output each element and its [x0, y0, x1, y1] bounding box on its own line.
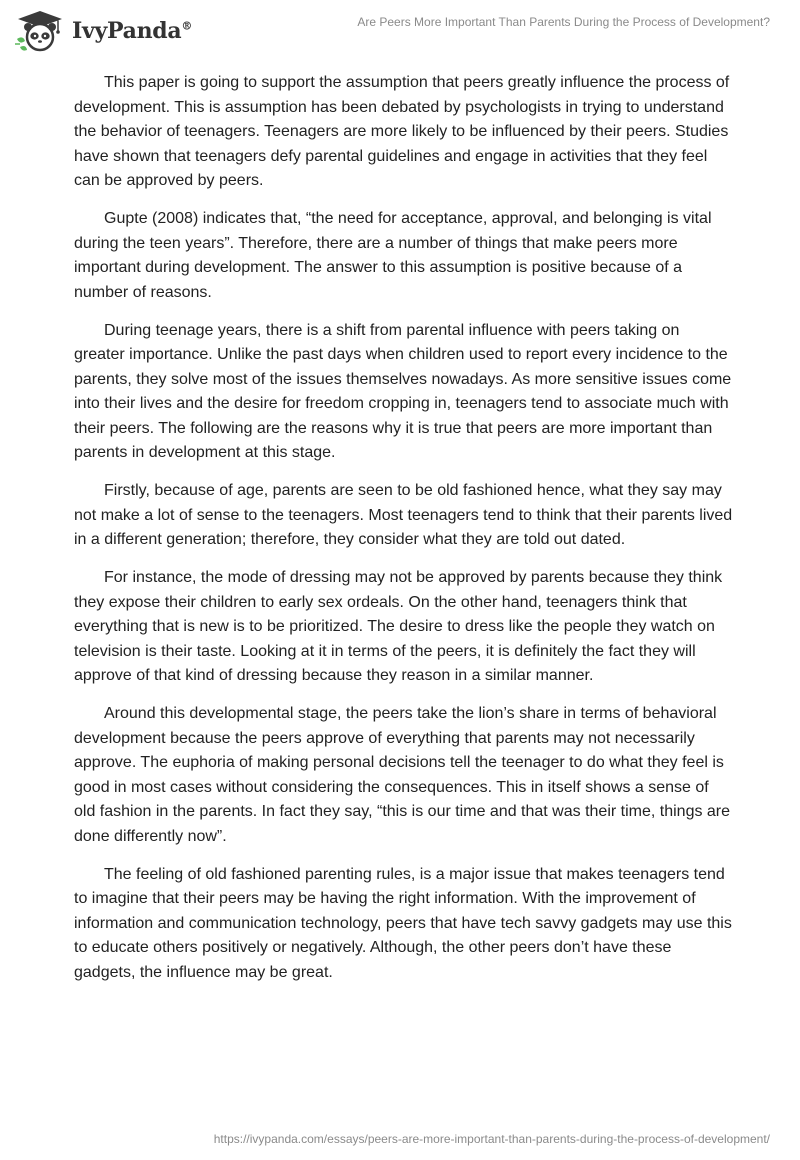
paragraph: For instance, the mode of dressing may not be approved by parents because they think they expose their children to early sex ordeals. On the other hand, teenagers think that everything that is new is to be prioritized. The desire to dress like the people they watch on television is their taste. Looking at it in terms of the peers, it is definitely the fact they will approve of that kind of dressing because they reason in a similar manner.	[74, 569, 723, 684]
page-header	[0, 0, 800, 70]
paragraph: During teenage years, there is a shift from parental influence with peers taking on greater importance. Unlike the past days when children used to report every incidence to the parents, they solve most of the issues themselves nowadays. As more sensitive issues come into their lives and the desire for freedom cropping in, teenagers tend to associate much with their peers. The following are the reasons why it is true that peers are more important than parents in development at this stage.	[74, 321, 732, 461]
paragraph: This paper is going to support the assumption that peers greatly influence the process of development. This is assumption has been debated by psychologists in trying to understand the behavior of teenagers. Teenagers are more likely to be influenced by their peers. Studies have shown that teenagers defy parental guidelines and engage in activities that they feel can be approved by peers.	[74, 74, 730, 189]
essay-body	[74, 71, 734, 999]
ivypanda-logo[interactable]	[14, 9, 192, 53]
registered-mark: ®	[181, 19, 193, 33]
source-url[interactable]: https://ivypanda.com/essays/peers-are-more-important-than-parents-during-the-process-of-development/	[213, 1132, 770, 1146]
page-title: Are Peers More Important Than Parents During the Process of Development?	[357, 15, 770, 29]
paragraph: Gupte (2008) indicates that, “the need for acceptance, approval, and belonging is vital during the teen years”. Therefore, there are a number of things that make peers more important during development. The answer to this assumption is positive because of a number of reasons.	[74, 210, 712, 301]
brand-name: IvyPanda	[72, 18, 182, 44]
panda-graduation-cap-icon	[14, 9, 66, 53]
paragraph: Firstly, because of age, parents are seen to be old fashioned hence, what they say may not make a lot of sense to the teenagers. Most teenagers tend to think that their parents lived in a different generation; therefore, they consider what they are told out dated.	[74, 482, 733, 548]
paragraph: Around this developmental stage, the peers take the lion’s share in terms of behavioral development because the peers approve of everything that parents may not necessarily approve. The euphoria of making personal decisions tell the teenager to do what they feel is good in most cases without considering the consequences. This in itself shows a sense of old fashion in the parents. In fact they say, “this is our time and that was their time, things are done differently now”.	[74, 705, 731, 845]
paragraph: The feeling of old fashioned parenting rules, is a major issue that makes teenagers tend to imagine that their peers may be having the right information. With the improvement of information and communication technology, peers that have tech savvy gadgets may use this to educate others positively or negatively. Although, the other peers don’t have these gadgets, the influence may be great.	[74, 865, 732, 981]
